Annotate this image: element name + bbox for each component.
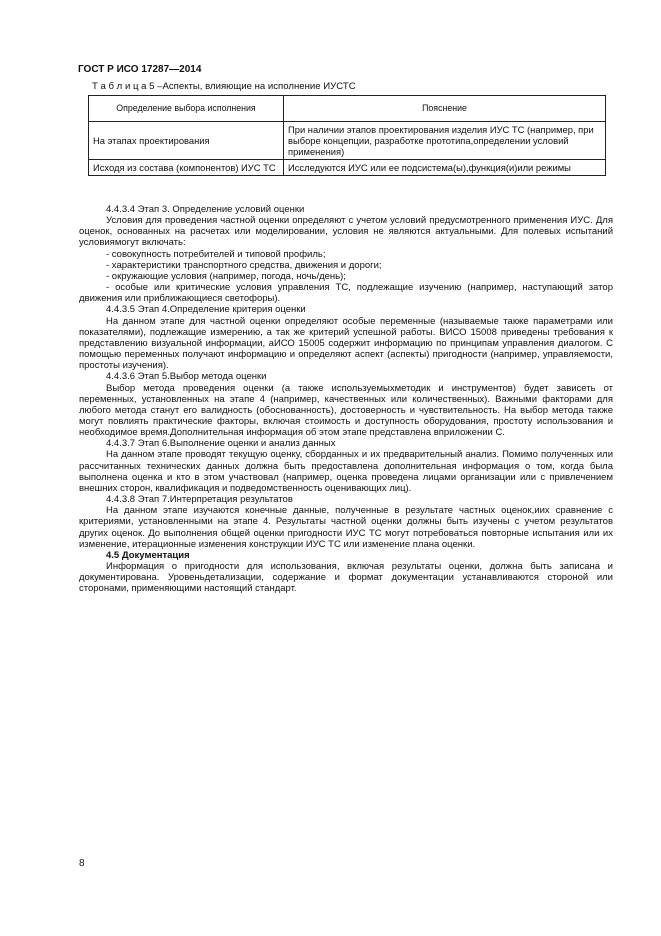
table-header-row bbox=[89, 96, 606, 122]
paragraph: На данном этапе изучаются конечные данные, полученные в результате частных оценок,иих сравнение с критериями, установленными на этапе 4. Результаты частной оценки должны быть изучены с учетом результатов других оценок. До выполнения общей оценки пригодности ИУС ТС могут потребоваться повторные испытания или их изменение, итерационные изменения конструкции ИУС ТС или изменение плана оценки. bbox=[79, 505, 613, 550]
table-cell: Исходя из состава (компонентов) ИУС ТС bbox=[89, 160, 284, 176]
paragraph: Информация о пригодности для использования, включая результаты оценки, должна быть записана и документирована. Уровеньдетализации, содержание и формат документации устанавливаются стороной или сторонами, применяющими настоящий стандарт. bbox=[79, 561, 613, 595]
list-item: - совокупность потребителей и типовой профиль; bbox=[106, 248, 326, 260]
table-cell: На этапах проектирования bbox=[89, 122, 284, 160]
table-cell: Исследуются ИУС или ее подсистема(ы),функция(и)или режимы bbox=[284, 160, 606, 176]
table-cell: При наличии этапов проектирования изделия ИУС ТС (например, при выборе концепции, разработке прототипа,определении условий применения) bbox=[284, 122, 606, 160]
section-heading: 4.5 Документация bbox=[106, 549, 190, 561]
section-heading: 4.4.3.6 Этап 5.Выбор метода оценки bbox=[106, 371, 267, 383]
body-text bbox=[79, 204, 613, 594]
aspects-table bbox=[88, 95, 606, 176]
column-header: Пояснение bbox=[284, 96, 606, 122]
document-header: ГОСТ Р ИСО 17287—2014 bbox=[78, 64, 202, 75]
table-caption: Т а б л и ц а 5 –Аспекты, влияющие на исполнение ИУСТС bbox=[92, 81, 356, 92]
paragraph: На данном этапе для частной оценки определяют особые переменные (называемые также параметрами или показателями), подлежащие измерению, а так же критерий успешной работы. ВИСО 15008 приведены требования к представлению визуальной информации, аИСО 15005 содержит информацию по принципам управления диалогом. С помощью переменных получают информацию и определяют аспект (аспекты) пригодности (например, управляемости, простоты изучения). bbox=[79, 315, 613, 372]
list-item: - окружающие условия (например, погода, ночь/день); bbox=[106, 270, 346, 282]
paragraph: Выбор метода проведения оценки (а также используемыхметодик и инструментов) будет зависеть от переменных, установленных на этапе 4 (например, качественных или количественных). Важными факторами для любого метода станут его валидность (обоснованность), достоверность и чувствительность. На выбор метода также могут повлиять практические факторы, включая стоимость и доступность оборудования, простоту использования и необходимое время.Дополнительная информация об этом этапе представлена вприложении С. bbox=[79, 382, 613, 439]
section-heading: 4.4.3.7 Этап 6.Выполнение оценки и анализ данных bbox=[106, 438, 336, 450]
section-heading: 4.4.3.8 Этап 7.Интерпретация результатов bbox=[106, 494, 293, 506]
list-item: - особые или критические условия управления ТС, подлежащие изучению (например, наступающий затор движения или приближающиеся светофоры). bbox=[79, 282, 613, 305]
page-number: 8 bbox=[79, 858, 85, 869]
paragraph: На данном этапе проводят текущую оценку, сборданных и их предварительный анализ. Помимо полученных или рассчитанных технических данных должна быть предоставлена дополнительная информация о том, когда была выполнена оценка и кто в этом участвовал (например, оценка проведена лицами организации или с привлечением внешних сторон, квалификация и подведомственность оценивающих лиц). bbox=[79, 449, 613, 494]
section-heading: 4.4.3.4 Этап 3. Определение условий оценки bbox=[106, 204, 305, 215]
list-item: - характеристики транспортного средства, движения и дороги; bbox=[106, 259, 382, 271]
section-heading: 4.4.3.5 Этап 4.Определение критерия оценки bbox=[106, 304, 306, 316]
table-row bbox=[89, 122, 606, 160]
paragraph: Условия для проведения частной оценки определяют с учетом условий предусмотренного применения ИУС. Для оценок, основанных на расчетах или моделировании, условия не являются актуальными. Для полевых испытаний условиямогут включать: bbox=[79, 215, 613, 249]
column-header: Определение выбора исполнения bbox=[89, 96, 284, 122]
table-row bbox=[89, 160, 606, 176]
